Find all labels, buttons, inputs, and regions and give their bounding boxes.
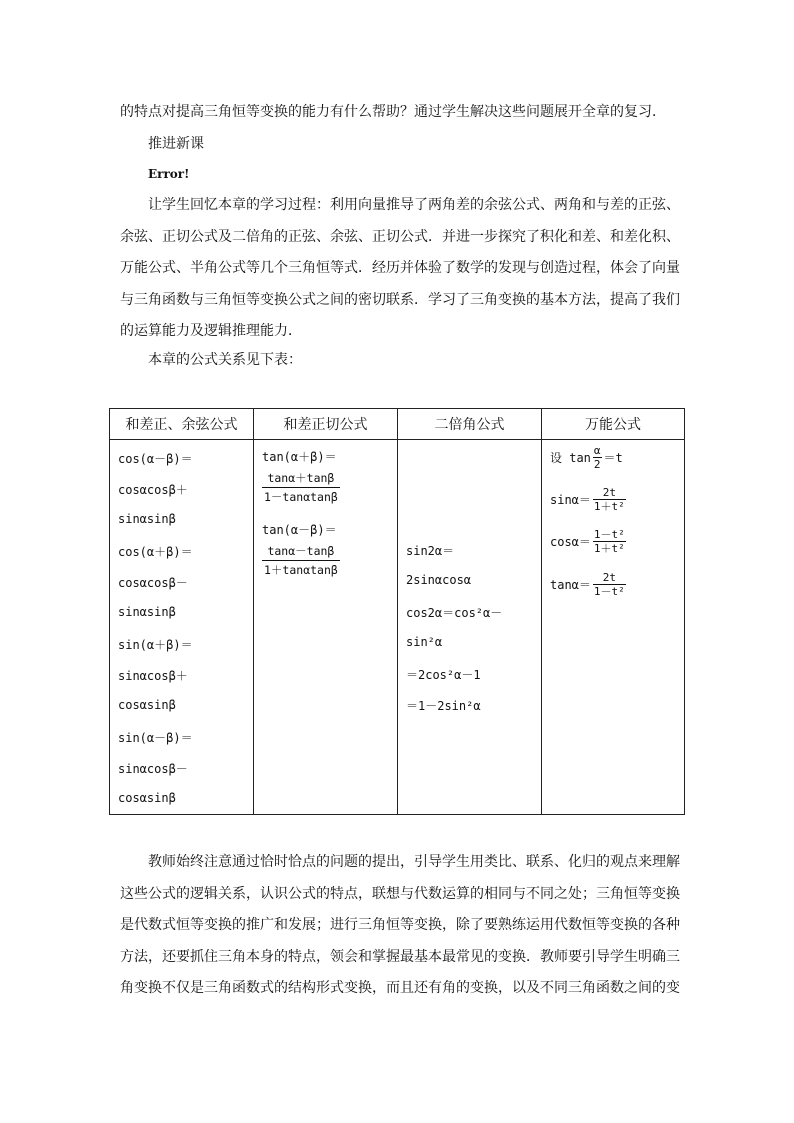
formula-line: sinαcosβ＋ <box>118 669 188 683</box>
fraction-numerator: α <box>593 444 601 457</box>
formula-line: cos2α＝cos²α－ <box>406 606 503 620</box>
table-header: 万能公式 <box>542 409 684 440</box>
table-header: 二倍角公式 <box>398 409 542 440</box>
formula-text: ＝t <box>603 451 623 465</box>
formula-line: 2sinαcosα <box>406 573 472 587</box>
formula-line <box>550 571 626 598</box>
fraction-denominator: 1＋t² <box>593 542 625 555</box>
formula-line <box>550 444 623 471</box>
formula-line: sin²α <box>406 635 443 649</box>
formula-line: cosαsinβ <box>118 698 176 712</box>
formula-line: tan(α＋β)＝ <box>262 450 337 464</box>
paragraph-table-note: 本章的公式关系见下表： <box>148 352 302 368</box>
fraction-numerator: tanα＋tanβ <box>267 471 335 485</box>
fraction-denominator: 1－tanαtanβ <box>262 487 340 505</box>
fraction-denominator: 1－t² <box>593 585 625 598</box>
formula-line: sin(α－β)＝ <box>118 731 193 745</box>
paragraph-top: 的特点对提高三角恒等变换的能力有什么帮助？通过学生解决这些问题展开全章的复习． <box>120 104 666 120</box>
fraction-denominator: 1＋t² <box>593 500 625 513</box>
formula-line: sinαcosβ－ <box>118 762 188 776</box>
formula-line: cosαcosβ－ <box>118 576 188 590</box>
formula-text: tanα＝ <box>550 578 591 592</box>
fraction <box>262 470 340 505</box>
fraction <box>262 543 340 578</box>
table-header: 和差正切公式 <box>254 409 398 440</box>
paragraph-teacher: 教师始终注意通过恰时恰点的问题的提出，引导学生用类比、联系、化归的观点来理解这些公式的逻辑关系，认识公式的特点，联想与代数运算的相同与不同之处；三角恒等变换是代数式恒等变换的推广和发展；进行三角恒等变换，除了要熟练运用代数恒等变换的各种方法，还要抓住三角本身的特点，领会和掌握最基本最常见的变换．教师要引导学生明确三角变换不仅是三角函数式的结构形式变换，而且还有角的变换，以及不同三角函数之间的变 <box>120 854 680 996</box>
formula-text: sinα＝ <box>550 493 591 507</box>
fraction <box>593 571 626 598</box>
fraction-numerator: 1－t² <box>593 528 625 541</box>
formula-line: sinαsinβ <box>118 605 176 619</box>
formula-table <box>109 408 685 815</box>
formula-line: tan(α－β)＝ <box>262 523 337 537</box>
section-heading: 推进新课 <box>148 136 204 152</box>
formula-text: 设 tan <box>550 451 591 465</box>
column-sum-diff-sin-cos <box>110 440 254 814</box>
formula-line: cos(α＋β)＝ <box>118 545 193 559</box>
formula-line: ＝2cos²α－1 <box>406 668 481 682</box>
table-header: 和差正、余弦公式 <box>110 409 254 440</box>
fraction-numerator: 2t <box>602 486 616 499</box>
paragraph-intro: 让学生回忆本章的学习过程：利用向量推导了两角差的余弦公式、两角和与差的正弦、余弦、正切公式及二倍角的正弦、余弦、正切公式．并进一步探究了积化和差、和差化积、万能公式、半角公式等几个三角恒等式．经历并体验了数学的发现与创造过程，体会了向量与三角函数与三角恒等变换公式之间的密切联系．学习了三角变换的基本方法，提高了我们的运算能力及逻辑推理能力． <box>120 197 680 339</box>
error-text: Error! <box>148 167 190 181</box>
formula-line: cosαsinβ <box>118 791 176 805</box>
fraction-denominator: 1＋tanαtanβ <box>262 560 340 578</box>
column-sum-diff-tan <box>254 440 398 814</box>
formula-line: cosαcosβ＋ <box>118 483 188 497</box>
fraction-denominator: 2 <box>593 458 601 471</box>
formula-text: cosα＝ <box>550 535 591 549</box>
formula-line <box>550 486 626 513</box>
fraction <box>593 528 626 555</box>
formula-line: cos(α－β)＝ <box>118 452 193 466</box>
formula-line: sin(α＋β)＝ <box>118 638 193 652</box>
column-universal <box>542 440 684 814</box>
formula-line: sin2α＝ <box>406 544 455 558</box>
column-double-angle <box>398 440 542 814</box>
fraction-numerator: tanα－tanβ <box>267 544 335 558</box>
fraction-numerator: 2t <box>602 571 616 584</box>
formula-line: ＝1－2sin²α <box>406 699 481 713</box>
fraction <box>593 444 602 471</box>
formula-line <box>550 528 626 555</box>
formula-line: sinαsinβ <box>118 512 176 526</box>
fraction <box>593 486 626 513</box>
